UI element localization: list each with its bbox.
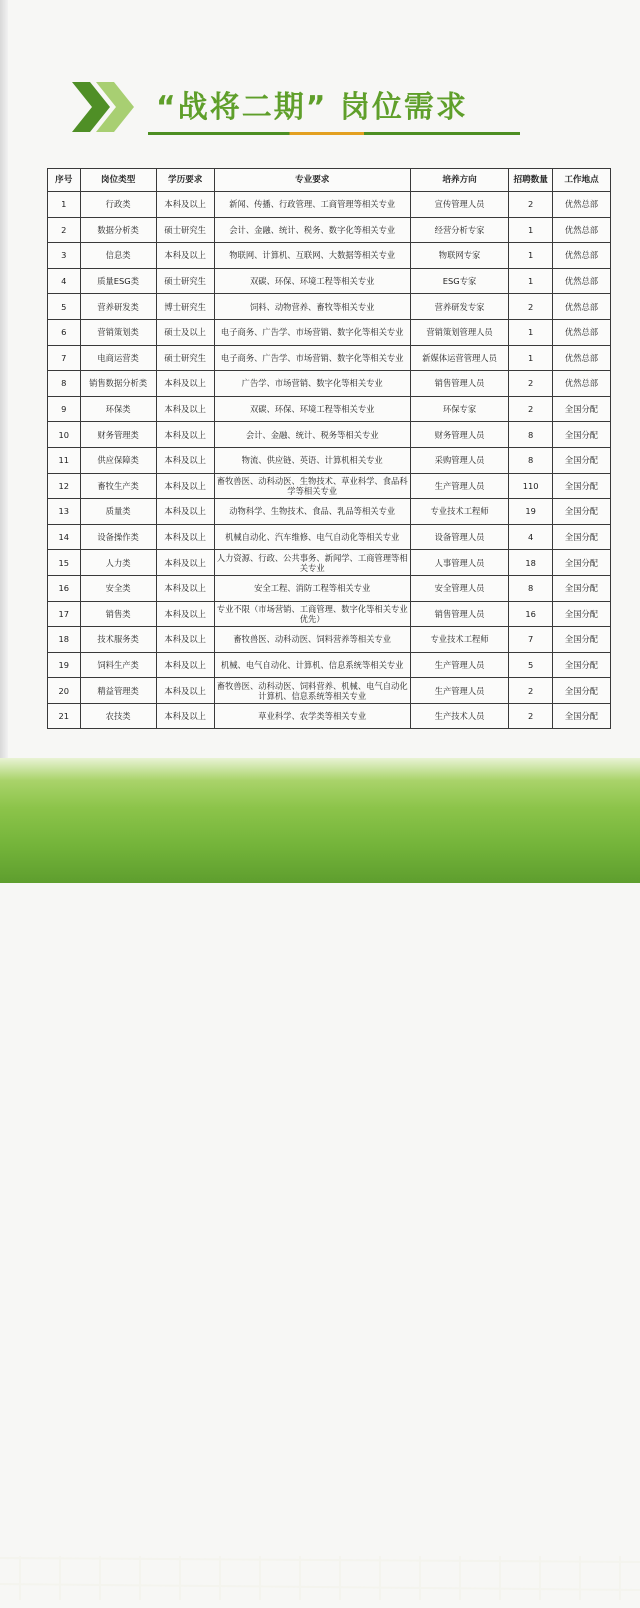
cell-position-type: 设备操作类	[80, 524, 156, 550]
cell-no: 18	[48, 627, 81, 653]
cell-training-direction: 新媒体运营管理人员	[410, 345, 509, 371]
cell-work-location: 全国分配	[553, 652, 611, 678]
cell-work-location: 全国分配	[553, 396, 611, 422]
cell-position-type: 供应保障类	[80, 447, 156, 473]
cell-training-direction: 专业技术工程师	[410, 499, 509, 525]
cell-work-location: 优然总部	[553, 192, 611, 218]
cell-education: 本科及以上	[156, 422, 214, 448]
title-underline	[148, 132, 520, 135]
cell-training-direction: 生产技术人员	[410, 703, 509, 729]
cell-education: 本科及以上	[156, 243, 214, 269]
cell-education: 本科及以上	[156, 447, 214, 473]
cell-headcount: 2	[509, 192, 553, 218]
cell-education: 本科及以上	[156, 575, 214, 601]
table-row	[48, 192, 611, 218]
table-row	[48, 217, 611, 243]
cell-major: 专业不限（市场营销、工商管理、数字化等相关专业优先）	[214, 601, 410, 627]
job-requirements-table	[47, 168, 611, 729]
cell-position-type: 农技类	[80, 703, 156, 729]
cell-education: 硕士研究生	[156, 268, 214, 294]
cell-no: 13	[48, 499, 81, 525]
fence-decoration	[0, 1548, 640, 1608]
cell-work-location: 全国分配	[553, 627, 611, 653]
cell-training-direction: 专业技术工程师	[410, 627, 509, 653]
cell-work-location: 全国分配	[553, 575, 611, 601]
cell-headcount: 1	[509, 345, 553, 371]
cell-position-type: 销售类	[80, 601, 156, 627]
cell-headcount: 4	[509, 524, 553, 550]
cell-training-direction: 采购管理人员	[410, 447, 509, 473]
cell-no: 2	[48, 217, 81, 243]
cell-position-type: 行政类	[80, 192, 156, 218]
cell-position-type: 饲料生产类	[80, 652, 156, 678]
cell-major: 机械自动化、汽车维修、电气自动化等相关专业	[214, 524, 410, 550]
cell-no: 15	[48, 550, 81, 576]
cell-training-direction: 销售管理人员	[410, 601, 509, 627]
cell-work-location: 全国分配	[553, 499, 611, 525]
grassland-background	[0, 758, 640, 883]
table-row	[48, 678, 611, 704]
cell-position-type: 技术服务类	[80, 627, 156, 653]
cell-headcount: 7	[509, 627, 553, 653]
cell-position-type: 营养研发类	[80, 294, 156, 320]
cell-training-direction: 经营分析专家	[410, 217, 509, 243]
cell-major: 安全工程、消防工程等相关专业	[214, 575, 410, 601]
cell-headcount: 1	[509, 243, 553, 269]
cell-work-location: 优然总部	[553, 294, 611, 320]
cell-education: 硕士研究生	[156, 217, 214, 243]
cell-no: 4	[48, 268, 81, 294]
header-work-location: 工作地点	[553, 169, 611, 192]
header-no: 序号	[48, 169, 81, 192]
cell-work-location: 优然总部	[553, 217, 611, 243]
cell-position-type: 安全类	[80, 575, 156, 601]
cell-work-location: 优然总部	[553, 243, 611, 269]
cell-work-location: 全国分配	[553, 678, 611, 704]
page-header	[70, 78, 530, 148]
cell-major: 广告学、市场营销、数字化等相关专业	[214, 371, 410, 397]
cell-training-direction: 安全管理人员	[410, 575, 509, 601]
cell-training-direction: 生产管理人员	[410, 652, 509, 678]
cell-work-location: 全国分配	[553, 447, 611, 473]
cell-position-type: 销售数据分析类	[80, 371, 156, 397]
cell-no: 17	[48, 601, 81, 627]
cell-no: 6	[48, 319, 81, 345]
cell-training-direction: 宣传管理人员	[410, 192, 509, 218]
cell-position-type: 财务管理类	[80, 422, 156, 448]
cell-headcount: 2	[509, 371, 553, 397]
header-training-direction: 培养方向	[410, 169, 509, 192]
cell-no: 8	[48, 371, 81, 397]
table-row	[48, 473, 611, 499]
cell-education: 本科及以上	[156, 550, 214, 576]
cell-no: 20	[48, 678, 81, 704]
table-row	[48, 550, 611, 576]
table-row	[48, 703, 611, 729]
cell-education: 博士研究生	[156, 294, 214, 320]
cell-education: 本科及以上	[156, 396, 214, 422]
cell-headcount: 2	[509, 294, 553, 320]
cell-training-direction: 物联网专家	[410, 243, 509, 269]
cell-headcount: 16	[509, 601, 553, 627]
cell-major: 会计、金融、统计、税务等相关专业	[214, 422, 410, 448]
cell-headcount: 110	[509, 473, 553, 499]
cell-position-type: 营销策划类	[80, 319, 156, 345]
cell-work-location: 全国分配	[553, 524, 611, 550]
cell-headcount: 5	[509, 652, 553, 678]
job-requirements-table-container	[47, 168, 611, 729]
cell-no: 16	[48, 575, 81, 601]
chevron-arrows-icon	[70, 82, 142, 132]
cell-training-direction: 营销策划管理人员	[410, 319, 509, 345]
cell-major: 新闻、传播、行政管理、工商管理等相关专业	[214, 192, 410, 218]
cell-work-location: 优然总部	[553, 371, 611, 397]
cell-headcount: 8	[509, 575, 553, 601]
cell-training-direction: 设备管理人员	[410, 524, 509, 550]
cell-headcount: 1	[509, 217, 553, 243]
cell-no: 10	[48, 422, 81, 448]
cell-major: 会计、金融、统计、税务、数字化等相关专业	[214, 217, 410, 243]
cell-major: 草业科学、农学类等相关专业	[214, 703, 410, 729]
cell-headcount: 1	[509, 319, 553, 345]
cell-no: 1	[48, 192, 81, 218]
table-row	[48, 371, 611, 397]
cell-education: 本科及以上	[156, 524, 214, 550]
cell-training-direction: 环保专家	[410, 396, 509, 422]
cell-major: 动物科学、生物技术、食品、乳品等相关专业	[214, 499, 410, 525]
cell-education: 本科及以上	[156, 192, 214, 218]
cell-work-location: 优然总部	[553, 268, 611, 294]
cell-major: 物联网、计算机、互联网、大数据等相关专业	[214, 243, 410, 269]
cell-position-type: 人力类	[80, 550, 156, 576]
cell-training-direction: 人事管理人员	[410, 550, 509, 576]
cell-headcount: 2	[509, 678, 553, 704]
cell-education: 本科及以上	[156, 473, 214, 499]
cell-major: 机械、电气自动化、计算机、信息系统等相关专业	[214, 652, 410, 678]
cell-education: 本科及以上	[156, 678, 214, 704]
cell-no: 19	[48, 652, 81, 678]
table-row	[48, 268, 611, 294]
table-row	[48, 422, 611, 448]
cell-headcount: 8	[509, 447, 553, 473]
cell-education: 本科及以上	[156, 703, 214, 729]
cell-education: 本科及以上	[156, 652, 214, 678]
cell-training-direction: ESG专家	[410, 268, 509, 294]
cell-headcount: 2	[509, 703, 553, 729]
header-education: 学历要求	[156, 169, 214, 192]
cell-no: 3	[48, 243, 81, 269]
cell-training-direction: 生产管理人员	[410, 473, 509, 499]
cell-work-location: 优然总部	[553, 345, 611, 371]
cell-work-location: 全国分配	[553, 703, 611, 729]
cell-education: 本科及以上	[156, 499, 214, 525]
cell-no: 9	[48, 396, 81, 422]
cell-major: 双碳、环保、环境工程等相关专业	[214, 396, 410, 422]
page-edge	[0, 0, 8, 883]
cell-work-location: 全国分配	[553, 473, 611, 499]
cell-major: 人力资源、行政、公共事务、新闻学、工商管理等相关专业	[214, 550, 410, 576]
cell-position-type: 电商运营类	[80, 345, 156, 371]
cell-work-location: 优然总部	[553, 319, 611, 345]
cell-headcount: 18	[509, 550, 553, 576]
table-row	[48, 319, 611, 345]
table-row	[48, 652, 611, 678]
table-row	[48, 601, 611, 627]
cell-training-direction: 销售管理人员	[410, 371, 509, 397]
cell-headcount: 1	[509, 268, 553, 294]
header-headcount: 招聘数量	[509, 169, 553, 192]
cell-major: 电子商务、广告学、市场营销、数字化等相关专业	[214, 319, 410, 345]
cell-education: 硕士研究生	[156, 345, 214, 371]
cell-position-type: 质量类	[80, 499, 156, 525]
cell-position-type: 数据分析类	[80, 217, 156, 243]
cell-major: 电子商务、广告学、市场营销、数字化等相关专业	[214, 345, 410, 371]
cell-major: 饲料、动物营养、畜牧等相关专业	[214, 294, 410, 320]
cell-no: 5	[48, 294, 81, 320]
table-body	[48, 192, 611, 729]
cell-position-type: 畜牧生产类	[80, 473, 156, 499]
cell-position-type: 环保类	[80, 396, 156, 422]
cell-headcount: 2	[509, 396, 553, 422]
cell-major: 畜牧兽医、动科动医、生物技术、草业科学、食品科学等相关专业	[214, 473, 410, 499]
cell-position-type: 质量ESG类	[80, 268, 156, 294]
cell-major: 物流、供应链、英语、计算机相关专业	[214, 447, 410, 473]
table-row	[48, 345, 611, 371]
table-row	[48, 627, 611, 653]
cell-no: 7	[48, 345, 81, 371]
cell-no: 21	[48, 703, 81, 729]
cell-headcount: 19	[509, 499, 553, 525]
cell-education: 硕士及以上	[156, 319, 214, 345]
cell-education: 本科及以上	[156, 627, 214, 653]
cell-education: 本科及以上	[156, 371, 214, 397]
table-row	[48, 499, 611, 525]
table-row	[48, 396, 611, 422]
table-row	[48, 447, 611, 473]
cell-no: 11	[48, 447, 81, 473]
cell-position-type: 信息类	[80, 243, 156, 269]
header-major: 专业要求	[214, 169, 410, 192]
cell-training-direction: 营养研发专家	[410, 294, 509, 320]
cell-major: 双碳、环保、环境工程等相关专业	[214, 268, 410, 294]
header-position-type: 岗位类型	[80, 169, 156, 192]
table-header-row	[48, 169, 611, 192]
table-row	[48, 524, 611, 550]
cell-training-direction: 财务管理人员	[410, 422, 509, 448]
cell-education: 本科及以上	[156, 601, 214, 627]
cell-work-location: 全国分配	[553, 601, 611, 627]
cell-major: 畜牧兽医、动科动医、饲料营养等相关专业	[214, 627, 410, 653]
cell-work-location: 全国分配	[553, 422, 611, 448]
table-row	[48, 575, 611, 601]
page-title: “战将二期” 岗位需求	[156, 90, 468, 125]
cell-training-direction: 生产管理人员	[410, 678, 509, 704]
cell-work-location: 全国分配	[553, 550, 611, 576]
cell-position-type: 精益管理类	[80, 678, 156, 704]
cell-no: 12	[48, 473, 81, 499]
cell-no: 14	[48, 524, 81, 550]
table-row	[48, 243, 611, 269]
cell-headcount: 8	[509, 422, 553, 448]
cell-major: 畜牧兽医、动科动医、饲料营养、机械、电气自动化计算机、信息系统等相关专业	[214, 678, 410, 704]
table-row	[48, 294, 611, 320]
